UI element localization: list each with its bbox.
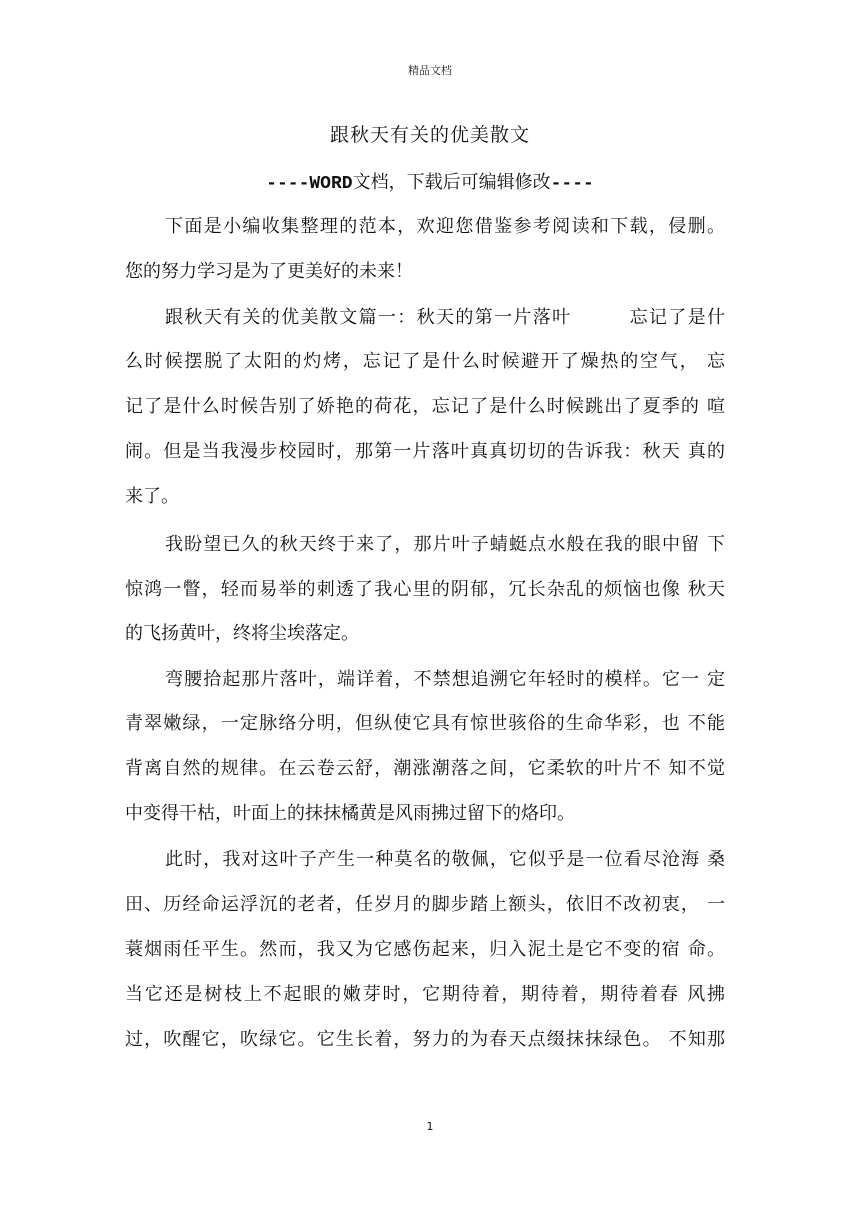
subtitle-suffix: ---- — [550, 174, 594, 194]
paragraph-line: 的飞扬黄叶，终将尘埃落定。 — [125, 623, 359, 644]
page-header-label: 精品文档 — [408, 64, 452, 77]
paragraph-line: 记了是什么时候告别了娇艳的荷花，忘记了是什么时候跳出了夏季的 喧 — [125, 396, 725, 417]
document-subtitle — [0, 168, 860, 194]
paragraph-line: 闹。但是当我漫步校园时，那第一片落叶真真切切的告诉我：秋天 真的 — [125, 441, 725, 462]
paragraph-line: 当它还是树枝上不起眼的嫩芽时，它期待着，期待着，期待着春 风拂 — [125, 984, 725, 1005]
subtitle-middle: 文档，下载后可编辑修改 — [352, 172, 551, 193]
paragraph-line: 我盼望已久的秋天终于来了，那片叶子蜻蜓点水般在我的眼中留 下 — [165, 534, 725, 555]
paragraph-line: 您的努力学习是为了更美好的未来！ — [125, 261, 413, 282]
paragraph-line: 田、历经命运浮沉的老者，任岁月的脚步踏上额头，依旧不改初衷， 一 — [125, 894, 725, 915]
page-number: 1 — [426, 1120, 434, 1133]
subtitle-prefix: ----WORD — [266, 174, 353, 194]
paragraph-line: 青翠嫩绿，一定脉络分明，但纵使它具有惊世骇俗的生命华彩，也 不能 — [125, 713, 725, 734]
document-title: 跟秋天有关的优美散文 — [329, 124, 530, 146]
paragraph-line: 蓑烟雨任平生。然而，我又为它感伤起来，归入泥土是它不变的宿 命。 — [125, 939, 725, 960]
paragraph-line: 下面是小编收集整理的范本，欢迎您借鉴参考阅读和下载，侵删。 — [165, 216, 725, 237]
paragraph-line: 弯腰拾起那片落叶，端详着，不禁想追溯它年轻时的模样。它一 定 — [165, 669, 725, 690]
paragraph-line: 过，吹醒它，吹绿它。它生长着，努力的为春天点缀抹抹绿色。 不知那 — [125, 1029, 725, 1050]
paragraph-line: 惊鸿一瞥，轻而易举的刺透了我心里的阴郁，冗长杂乱的烦恼也像 秋天 — [125, 579, 725, 600]
paragraph-line: 来了。 — [125, 486, 179, 507]
paragraph-line: 背离自然的规律。在云卷云舒，潮涨潮落之间，它柔软的叶片不 知不觉 — [125, 758, 725, 779]
paragraph-line: 么时候摆脱了太阳的灼烤，忘记了是什么时候避开了燥热的空气， 忘 — [125, 351, 725, 372]
paragraph-line: 此时，我对这叶子产生一种莫名的敬佩，它似乎是一位看尽沧海 桑 — [165, 849, 725, 870]
paragraph-line: 中变得干枯，叶面上的抹抹橘黄是风雨拂过留下的烙印。 — [125, 803, 575, 824]
paragraph-line: 跟秋天有关的优美散文篇一：秋天的第一片落叶 忘记了是什 — [165, 307, 725, 328]
